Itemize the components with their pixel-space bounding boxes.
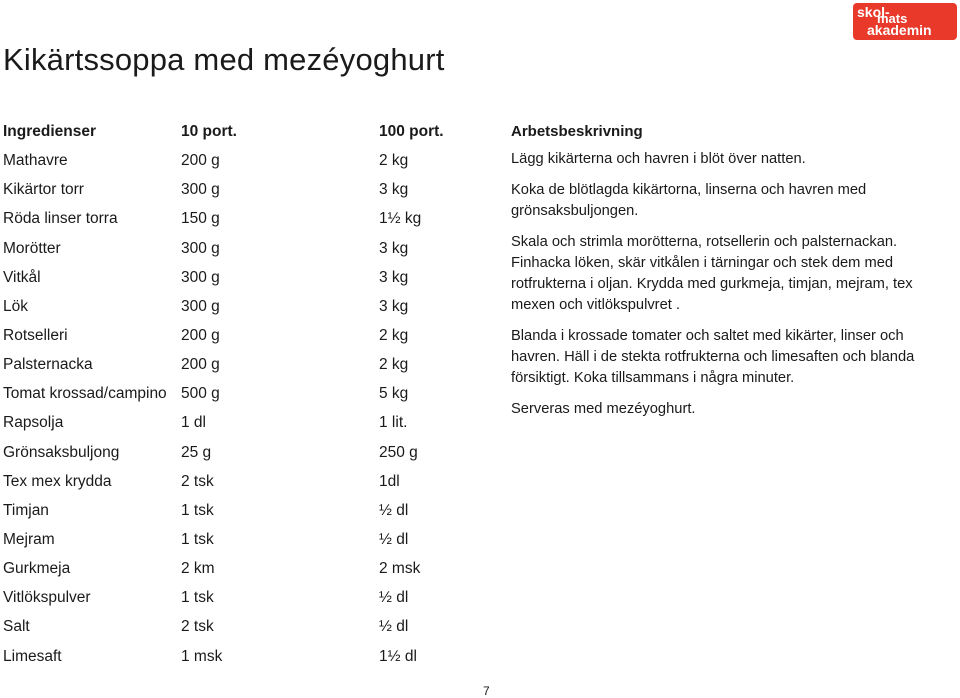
amount-100-portions: ½ dl xyxy=(379,618,409,636)
ingredient-name: Tomat krossad/campino xyxy=(3,385,167,403)
ingredient-name: Mejram xyxy=(3,530,55,548)
amount-10-portions: 2 km xyxy=(181,560,215,578)
amount-100-portions: 3 kg xyxy=(379,268,409,286)
amount-100-portions: 2 kg xyxy=(379,356,409,374)
amount-10-portions: 300 g xyxy=(181,181,220,199)
ingredient-name: Kikärtor torr xyxy=(3,181,84,199)
amount-100-portions: 1½ dl xyxy=(379,647,417,665)
amount-100-portions: 3 kg xyxy=(379,297,409,315)
header-ingredient: Ingredienser xyxy=(3,123,97,140)
header-10-portions: 10 port. xyxy=(181,123,237,140)
amount-100-portions: 5 kg xyxy=(379,385,409,403)
instruction-paragraph: Blanda i krossade tomater och saltet med kikärter, linser och havren. Häll i de stekta rotfrukterna och limesaften och blanda försiktigt. Koka tillsammans i några minuter. xyxy=(511,328,915,386)
amount-100-portions: 1 lit. xyxy=(379,414,408,432)
amount-100-portions: 1½ kg xyxy=(379,210,422,228)
amount-10-portions: 1 dl xyxy=(181,414,206,432)
amount-100-portions: 3 kg xyxy=(379,239,409,257)
page-title: Kikärtssoppa med mezéyoghurt xyxy=(3,42,445,77)
amount-100-portions: 250 g xyxy=(379,443,418,461)
amount-100-portions: ½ dl xyxy=(379,501,409,519)
logo-text-line3: akademin xyxy=(867,22,932,38)
ingredient-name: Vitlökspulver xyxy=(3,589,91,607)
amount-100-portions: 1dl xyxy=(379,472,400,490)
amount-10-portions: 200 g xyxy=(181,152,220,170)
amount-100-portions: 2 msk xyxy=(379,560,421,578)
amount-10-portions: 25 g xyxy=(181,443,212,461)
amount-100-portions: 3 kg xyxy=(379,181,409,199)
skolmatsakademin-logo xyxy=(853,3,957,40)
ingredient-name: Röda linser torra xyxy=(3,210,118,228)
header-100-portions: 100 port. xyxy=(379,123,444,140)
ingredient-name: Rotselleri xyxy=(3,326,68,344)
amount-10-portions: 1 tsk xyxy=(181,501,214,519)
amount-10-portions: 300 g xyxy=(181,268,220,286)
ingredient-name: Grönsaksbuljong xyxy=(3,443,120,461)
logo-text-line2: mats xyxy=(877,11,908,26)
amount-10-portions: 200 g xyxy=(181,356,220,374)
ingredient-name: Limesaft xyxy=(3,647,62,665)
ingredient-name: Vitkål xyxy=(3,268,41,286)
instruction-paragraph: Skala och strimla morötterna, rotsellerin och palsternackan. Finhacka löken, skär vitkålen i tärningar och stek dem med rotfrukterna i oljan. Krydda med gurkmeja, timjan, mejram, tex mexen och vitlökspulvret . xyxy=(511,234,913,313)
amount-100-portions: ½ dl xyxy=(379,530,409,548)
ingredient-name: Mathavre xyxy=(3,152,68,170)
amount-10-portions: 300 g xyxy=(181,297,220,315)
amount-10-portions: 1 tsk xyxy=(181,589,214,607)
ingredient-name: Salt xyxy=(3,618,30,636)
ingredient-name: Palsternacka xyxy=(3,356,93,374)
logo-text-line1: skol- xyxy=(857,4,890,20)
ingredient-name: Tex mex krydda xyxy=(3,472,112,490)
amount-10-portions: 1 tsk xyxy=(181,530,214,548)
amount-10-portions: 500 g xyxy=(181,385,220,403)
amount-10-portions: 150 g xyxy=(181,210,220,228)
amount-10-portions: 300 g xyxy=(181,239,220,257)
page-number: 7 xyxy=(483,684,490,698)
instructions-section xyxy=(511,121,951,430)
ingredient-name: Lök xyxy=(3,297,28,315)
amount-100-portions: 2 kg xyxy=(379,152,409,170)
instruction-paragraph: Serveras med mezéyoghurt. xyxy=(511,401,696,417)
instruction-paragraph: Lägg kikärterna och havren i blöt över natten. xyxy=(511,151,806,167)
amount-100-portions: 2 kg xyxy=(379,326,409,344)
amount-10-portions: 1 msk xyxy=(181,647,223,665)
ingredient-name: Rapsolja xyxy=(3,414,64,432)
amount-100-portions: ½ dl xyxy=(379,589,409,607)
amount-10-portions: 2 tsk xyxy=(181,472,214,490)
ingredient-name: Gurkmeja xyxy=(3,560,71,578)
ingredient-name: Morötter xyxy=(3,239,61,257)
instruction-paragraph: Koka de blötlagda kikärtorna, linserna och havren med grönsaksbuljongen. xyxy=(511,182,867,219)
instructions-heading: Arbetsbeskrivning xyxy=(511,123,643,140)
amount-10-portions: 2 tsk xyxy=(181,618,214,636)
ingredient-name: Timjan xyxy=(3,501,49,519)
amount-10-portions: 200 g xyxy=(181,326,220,344)
